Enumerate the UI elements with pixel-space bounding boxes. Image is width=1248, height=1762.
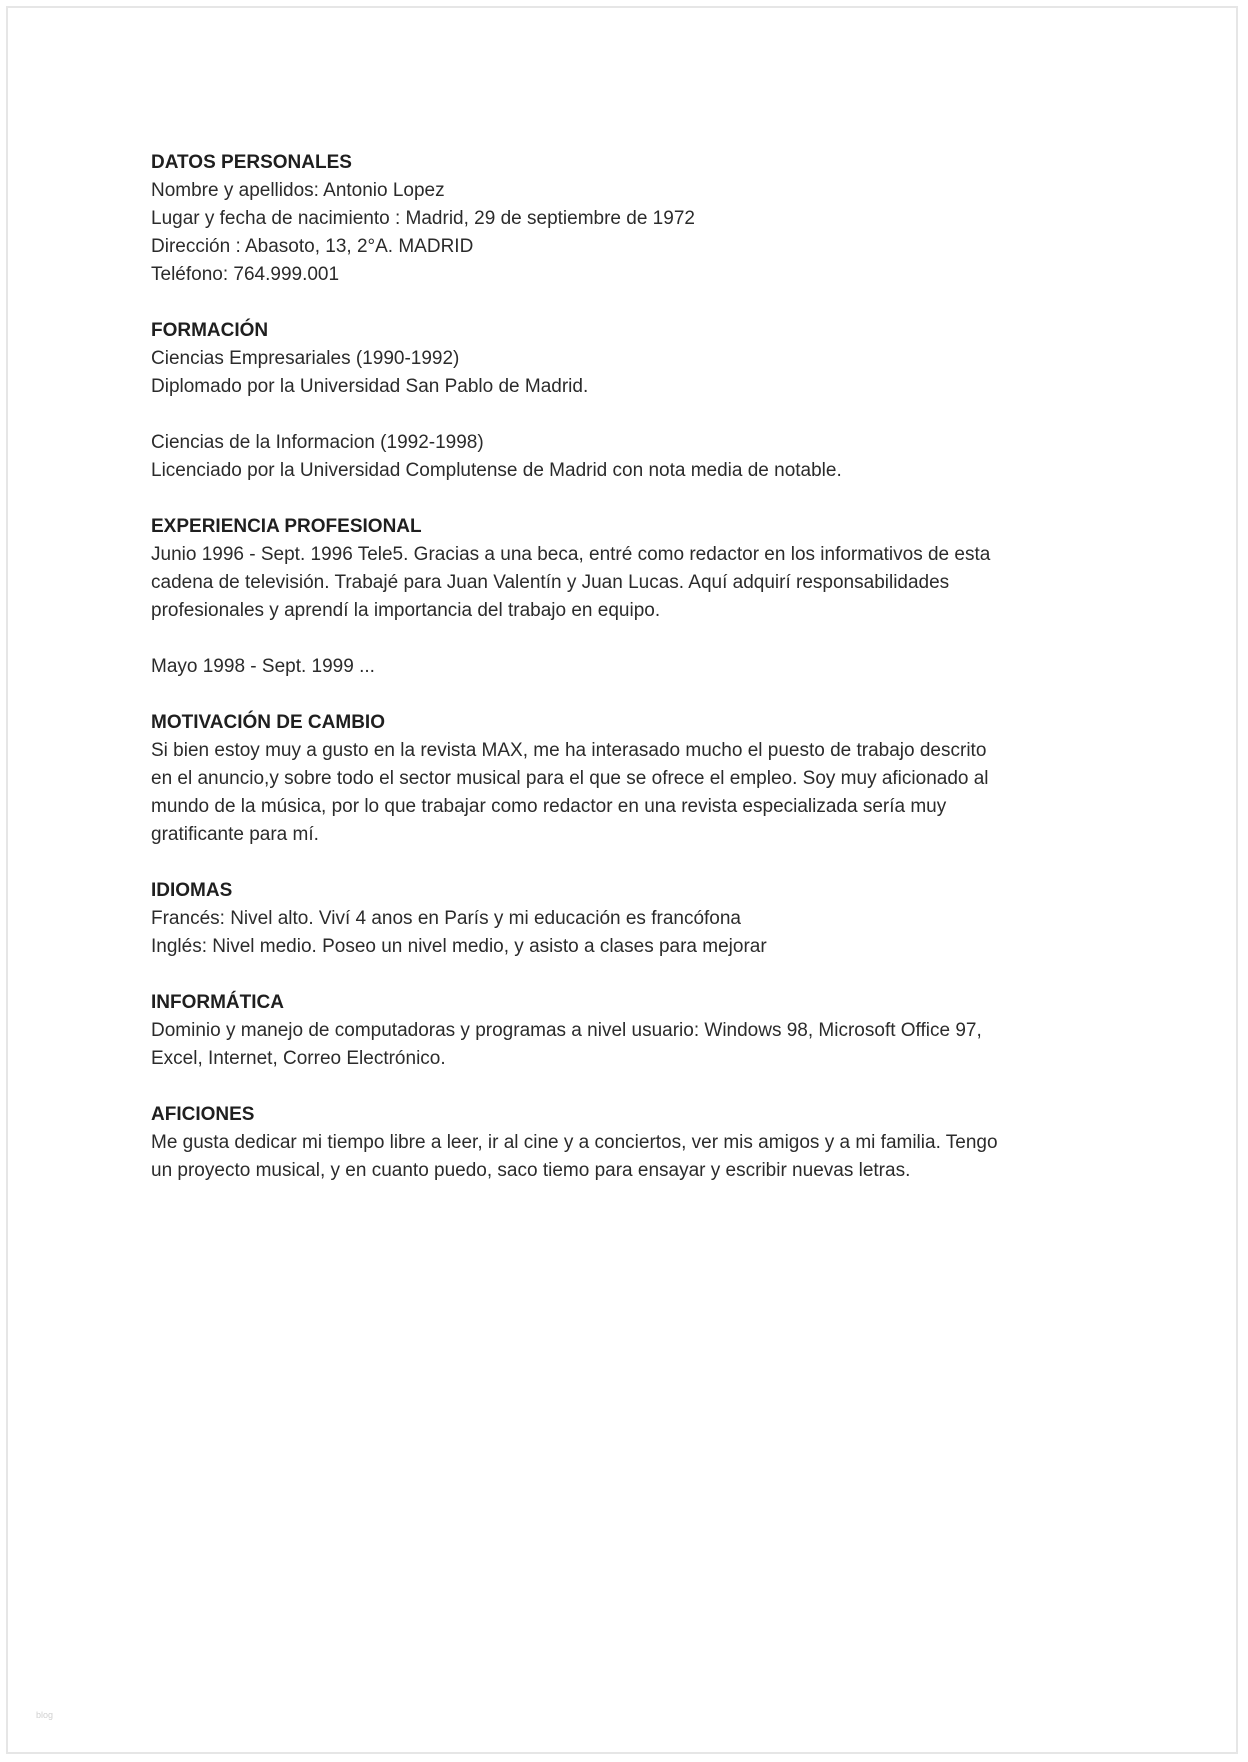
text-line: Excel, Internet, Correo Electrónico. <box>151 1048 446 1069</box>
paragraph-gap <box>151 401 1111 429</box>
text-line: Dirección : Abasoto, 13, 2°A. MADRID <box>151 236 474 257</box>
text-line: Junio 1996 - Sept. 1996 Tele5. Gracias a una beca, entré como redactor en los informativos de esta <box>151 544 991 565</box>
section-heading: INFORMÁTICA <box>151 992 284 1013</box>
text-line: Inglés: Nivel medio. Poseo un nivel medio, y asisto a clases para mejorar <box>151 936 767 957</box>
section-heading: FORMACIÓN <box>151 320 269 341</box>
section-idiomas <box>151 877 1111 961</box>
text-line: mundo de la música, por lo que trabajar como redactor en una revista especializada sería muy <box>151 796 947 817</box>
section-informatica <box>151 989 1111 1073</box>
text-line: Licenciado por la Universidad Complutense de Madrid con nota media de notable. <box>151 460 842 481</box>
section-formacion <box>151 317 1111 485</box>
section-heading: MOTIVACIÓN DE CAMBIO <box>151 712 385 733</box>
text-line: Ciencias de la Informacion (1992-1998) <box>151 432 484 453</box>
section-heading: EXPERIENCIA PROFESIONAL <box>151 516 422 537</box>
text-line: Ciencias Empresariales (1990-1992) <box>151 348 460 369</box>
text-line: Lugar y fecha de nacimiento : Madrid, 29 de septiembre de 1972 <box>151 208 695 229</box>
paragraph-gap <box>151 625 1111 653</box>
section-datos-personales <box>151 149 1111 289</box>
text-line: gratificante para mí. <box>151 824 319 845</box>
text-line: Nombre y apellidos: Antonio Lopez <box>151 180 445 201</box>
text-line: Francés: Nivel alto. Viví 4 anos en París y mi educación es francófona <box>151 908 742 929</box>
text-line: Teléfono: 764.999.001 <box>151 264 340 285</box>
text-line: cadena de televisión. Trabajé para Juan Valentín y Juan Lucas. Aquí adquirí responsabilidades <box>151 572 950 593</box>
text-line: un proyecto musical, y en cuanto puedo, saco tiemo para ensayar y escribir nuevas letras. <box>151 1160 911 1181</box>
section-heading: DATOS PERSONALES <box>151 152 352 173</box>
text-line: Diplomado por la Universidad San Pablo de Madrid. <box>151 376 589 397</box>
section-experiencia-profesional <box>151 513 1111 681</box>
section-heading: IDIOMAS <box>151 880 233 901</box>
text-line: Mayo 1998 - Sept. 1999 ... <box>151 656 375 677</box>
text-line: profesionales y aprendí la importancia del trabajo en equipo. <box>151 600 661 621</box>
section-motivacion-de-cambio <box>151 709 1111 849</box>
text-line: Me gusta dedicar mi tiempo libre a leer, ir al cine y a conciertos, ver mis amigos y a mi familia. Tengo <box>151 1132 998 1153</box>
text-line: Si bien estoy muy a gusto en la revista MAX, me ha interasado mucho el puesto de trabajo descrito <box>151 740 987 761</box>
section-heading: AFICIONES <box>151 1104 255 1125</box>
corner-watermark: blog <box>36 1710 54 1720</box>
text-line: Dominio y manejo de computadoras y programas a nivel usuario: Windows 98, Microsoft Office 97, <box>151 1020 982 1041</box>
document-body <box>151 149 1111 1213</box>
section-aficiones <box>151 1101 1111 1185</box>
text-line: en el anuncio,y sobre todo el sector musical para el que se ofrece el empleo. Soy muy aficionado al <box>151 768 989 789</box>
